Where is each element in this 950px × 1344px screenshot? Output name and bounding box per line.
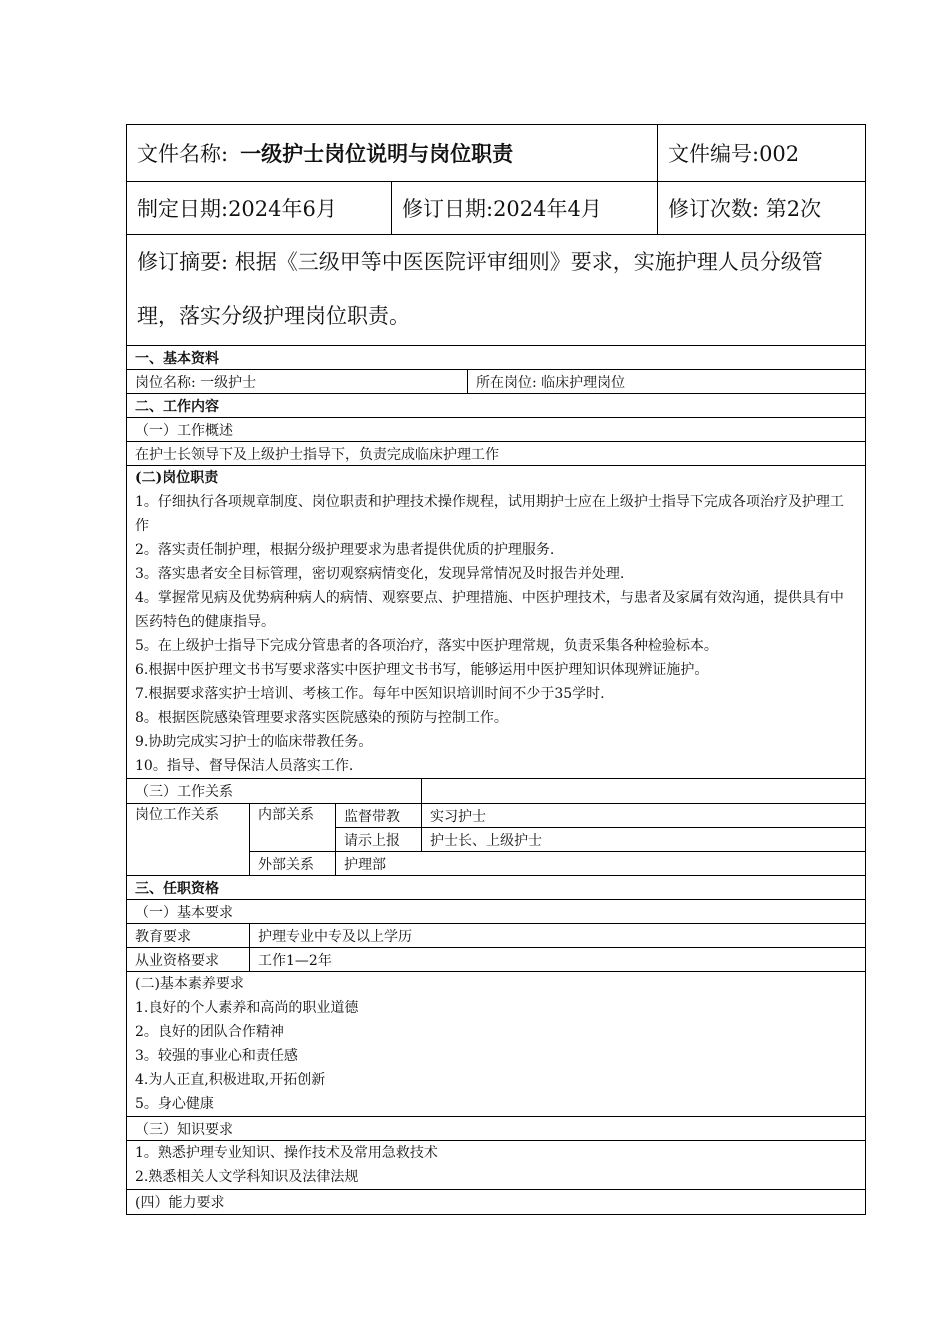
post-location: 所在岗位: 临床护理岗位 [467, 370, 865, 393]
external-target: 护理部 [335, 851, 865, 875]
education-label: 教育要求 [135, 928, 191, 945]
post-name: 岗位名称: 一级护士 [135, 374, 257, 391]
overview-title: （一）工作概述 [135, 422, 233, 439]
made-date: 制定日期:2024年6月 [137, 197, 337, 221]
report-label: 请示上报 [335, 827, 421, 851]
duty-item: 7.根据要求落实护士培训、考核工作。每年中医知识培训时间不少于35学时. [135, 686, 605, 702]
report-target: 护士长、上级护士 [421, 827, 865, 851]
section-basic-info-title: 一、基本资料 [135, 350, 219, 367]
document-body [126, 346, 866, 1215]
duty-item: 10。指导、督导保洁人员落实工作. [135, 758, 354, 774]
quality-item: 3。较强的事业心和责任感 [135, 1048, 298, 1064]
duty-item: 4。掌握常见病及优势病种病人的病情、观察要点、护理措施、中医护理技术，与患者及家属有效沟通，提供具有中医药特色的健康指导。 [135, 590, 844, 630]
section-qualification-title: 三、任职资格 [135, 880, 219, 897]
duty-item: 2。落实责任制护理，根据分级护理要求为患者提供优质的护理服务. [135, 542, 555, 558]
knowledge-item: 1。熟悉护理专业知识、操作技术及常用急救技术 [135, 1145, 438, 1161]
duties-block [127, 466, 865, 779]
ability-title: (四）能力要求 [135, 1195, 225, 1211]
file-name-cell [127, 125, 657, 181]
work-relations-table [127, 779, 865, 876]
duty-item: 1。仔细执行各项规章制度、岗位职责和护理技术操作规程，试用期护士应在上级护士指导下完成各项治疗及护理工作 [135, 494, 844, 534]
supervise-label: 监督带教 [335, 803, 421, 827]
education-value: 护理专业中专及以上学历 [249, 924, 865, 947]
file-number: 文件编号:002 [657, 125, 865, 181]
relations-title-blank [421, 779, 865, 803]
quality-item: 1.良好的个人素养和高尚的职业道德 [135, 1000, 359, 1016]
revise-count: 修订次数: 第2次 [657, 182, 865, 234]
document-header [126, 124, 866, 346]
duties-title: (二)岗位职责 [135, 470, 219, 486]
file-name: 一级护士岗位说明与岗位职责 [240, 141, 514, 166]
work-experience-label: 从业资格要求 [135, 952, 219, 969]
overview-text: 在护士长领导下及上级护士指导下，负责完成临床护理工作 [135, 446, 499, 463]
document [126, 124, 866, 1215]
internal-relations-label: 内部关系 [249, 803, 335, 851]
duty-item: 9.协助完成实习护士的临床带教任务。 [135, 734, 373, 750]
external-relations-label: 外部关系 [249, 851, 335, 875]
file-name-label: 文件名称: [137, 142, 229, 166]
revise-date: 修订日期:2024年4月 [391, 182, 657, 234]
relations-label: 岗位工作关系 [127, 803, 249, 875]
qualities-title: (二)基本素养要求 [135, 976, 244, 992]
quality-item: 4.为人正直,积极进取,开拓创新 [135, 1072, 326, 1088]
section-work-title: 二、工作内容 [135, 398, 219, 415]
revision-summary: 修订摘要: 根据《三级甲等中医医院评审细则》要求，实施护理人员分级管理，落实分级护理岗位职责。 [137, 250, 823, 328]
quality-item: 2。良好的团队合作精神 [135, 1024, 284, 1040]
quality-item: 5。身心健康 [135, 1096, 214, 1112]
knowledge-title: （三）知识要求 [135, 1121, 233, 1138]
supervise-target: 实习护士 [421, 803, 865, 827]
duty-item: 6.根据中医护理文书书写要求落实中医护理文书书写，能够运用中医护理知识体现辨证施护。 [135, 662, 709, 678]
knowledge-item: 2.熟悉相关人文学科知识及法律法规 [135, 1169, 359, 1185]
duty-item: 8。根据医院感染管理要求落实医院感染的预防与控制工作。 [135, 710, 508, 726]
relations-title: （三）工作关系 [135, 784, 233, 800]
basic-requirements-title: （一）基本要求 [135, 904, 233, 921]
qualities-block [127, 972, 865, 1117]
knowledge-block [127, 1141, 865, 1190]
work-experience-value: 工作1—2年 [249, 948, 865, 971]
duty-item: 5。在上级护士指导下完成分管患者的各项治疗，落实中医护理常规，负责采集各种检验标本。 [135, 638, 718, 654]
duty-item: 3。落实患者安全目标管理，密切观察病情变化，发现异常情况及时报告并处理. [135, 566, 625, 582]
